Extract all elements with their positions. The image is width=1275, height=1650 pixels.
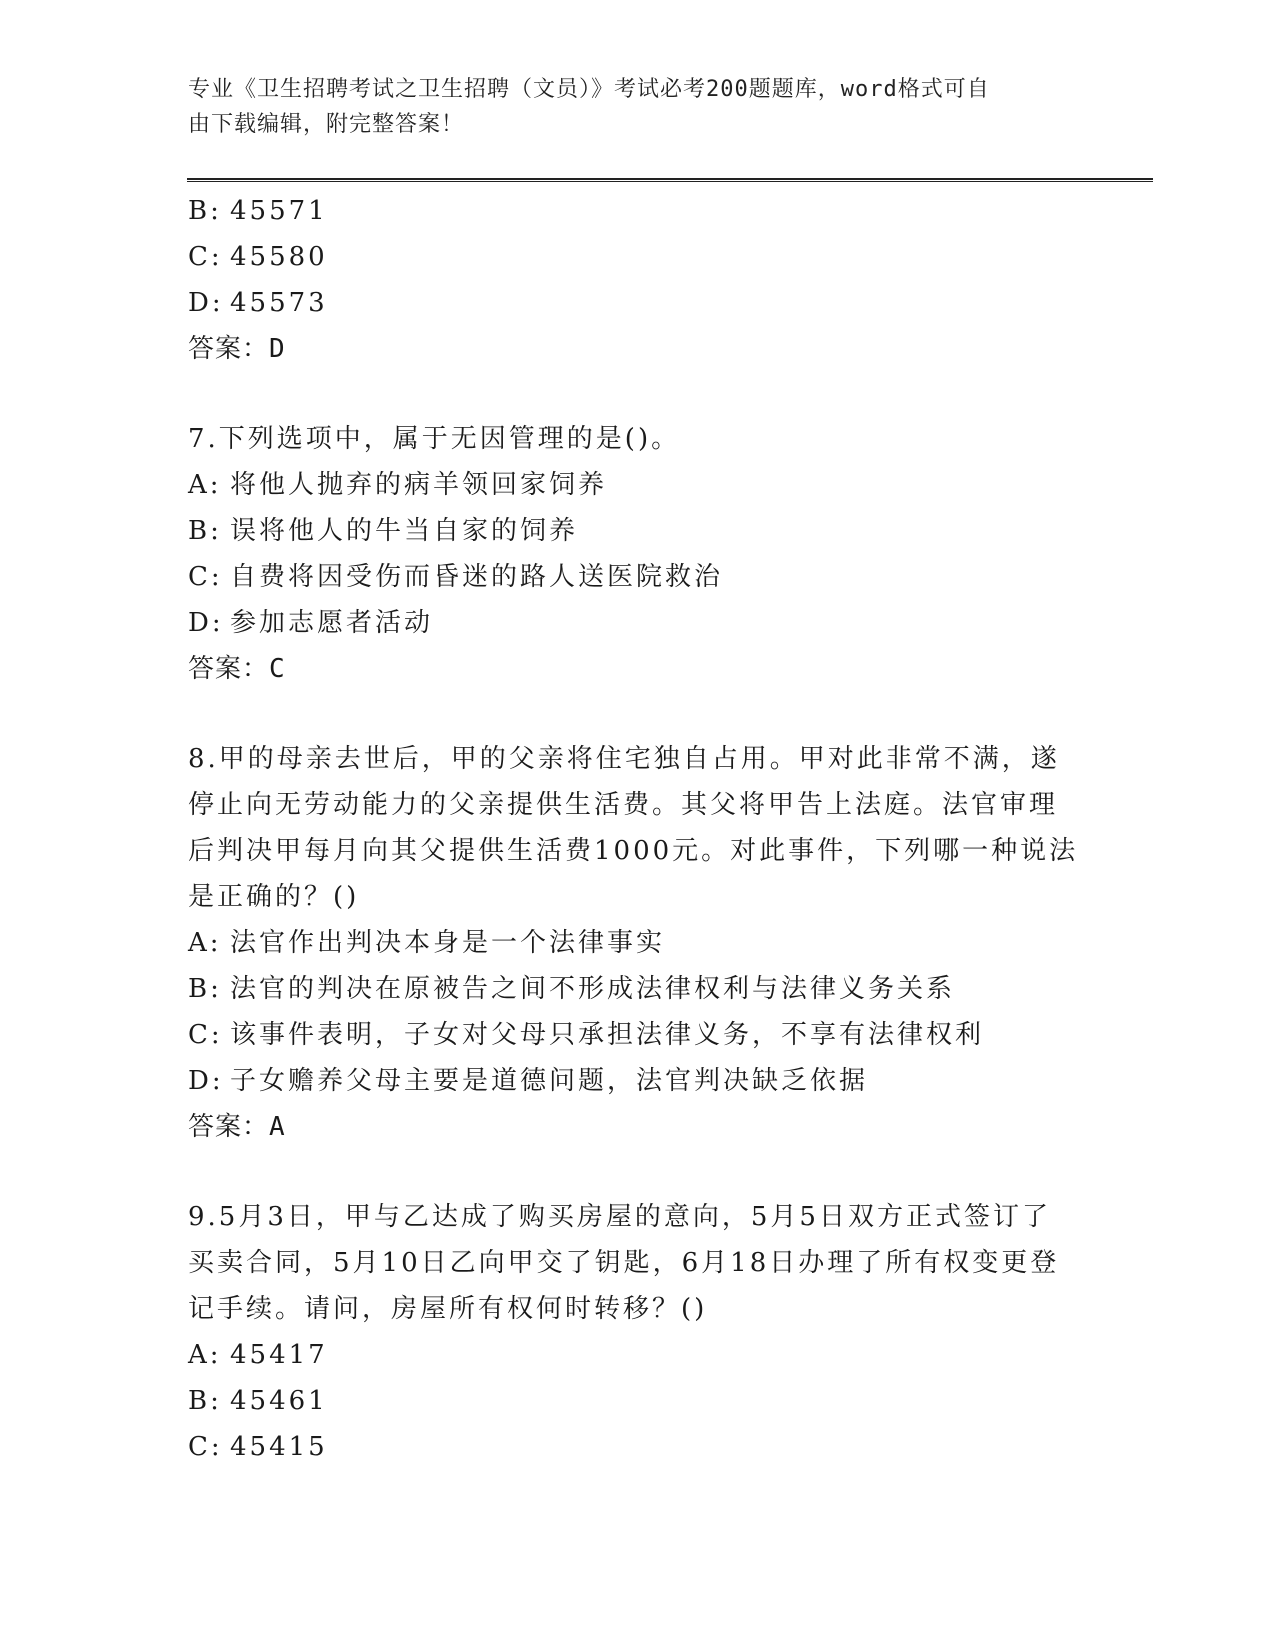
spacer: [188, 692, 1088, 736]
option-b: B: 误将他人的牛当自家的饲养: [188, 516, 579, 546]
spacer: [188, 1150, 1088, 1194]
option-b: B: 45461: [188, 1386, 328, 1416]
option-c: C: 该事件表明，子女对父母只承担法律义务，不享有法律权利: [188, 1020, 985, 1050]
header-divider: [187, 178, 1153, 182]
question-prev-options: [188, 188, 1088, 372]
question-stem-line: 后判决甲每月向其父提供生活费1000元。对此事件，下列哪一种说法: [188, 836, 1079, 866]
answer: 答案：A: [188, 1112, 286, 1142]
option-b: B: 法官的判决在原被告之间不形成法律权利与法律义务关系: [188, 974, 956, 1004]
question-content: [188, 188, 1088, 1470]
question-7: [188, 416, 1088, 692]
question-8: [188, 736, 1088, 1150]
option-c: C: 45415: [188, 1432, 328, 1462]
option-d: D: 子女赡养父母主要是道德问题，法官判决缺乏依据: [188, 1066, 869, 1096]
option-a: A: 45417: [188, 1340, 328, 1370]
question-stem: 7.下列选项中，属于无因管理的是()。: [188, 424, 681, 454]
header-line-1: 专业《卫生招聘考试之卫生招聘（文员）》考试必考200题题库，word格式可自: [188, 77, 990, 102]
option-c: C: 45580: [188, 242, 328, 272]
question-stem-line: 记手续。请问，房屋所有权何时转移？(): [188, 1294, 708, 1324]
option-a: A: 法官作出判决本身是一个法律事实: [188, 928, 666, 958]
option-d: D: 45573: [188, 288, 328, 318]
header-line-2: 由下载编辑，附完整答案！: [188, 112, 465, 137]
question-stem-line: 9.5月3日，甲与乙达成了购买房屋的意向，5月5日双方正式签订了: [188, 1202, 1051, 1232]
option-b: B: 45571: [188, 196, 328, 226]
answer: 答案：D: [188, 334, 286, 364]
option-d: D: 参加志愿者活动: [188, 608, 434, 638]
option-a: A: 将他人抛弃的病羊领回家饲养: [188, 470, 608, 500]
document-header: [188, 72, 1068, 142]
question-stem-line: 停止向无劳动能力的父亲提供生活费。其父将甲告上法庭。法官审理: [188, 790, 1059, 820]
answer: 答案：C: [188, 654, 286, 684]
question-stem-line: 是正确的？(): [188, 882, 360, 912]
question-9: [188, 1194, 1088, 1470]
question-stem-line: 买卖合同，5月10日乙向甲交了钥匙，6月18日办理了所有权变更登: [188, 1248, 1060, 1278]
option-c: C: 自费将因受伤而昏迷的路人送医院救治: [188, 562, 724, 592]
question-stem-line: 8.甲的母亲去世后，甲的父亲将住宅独自占用。甲对此非常不满，遂: [188, 744, 1060, 774]
spacer: [188, 372, 1088, 416]
